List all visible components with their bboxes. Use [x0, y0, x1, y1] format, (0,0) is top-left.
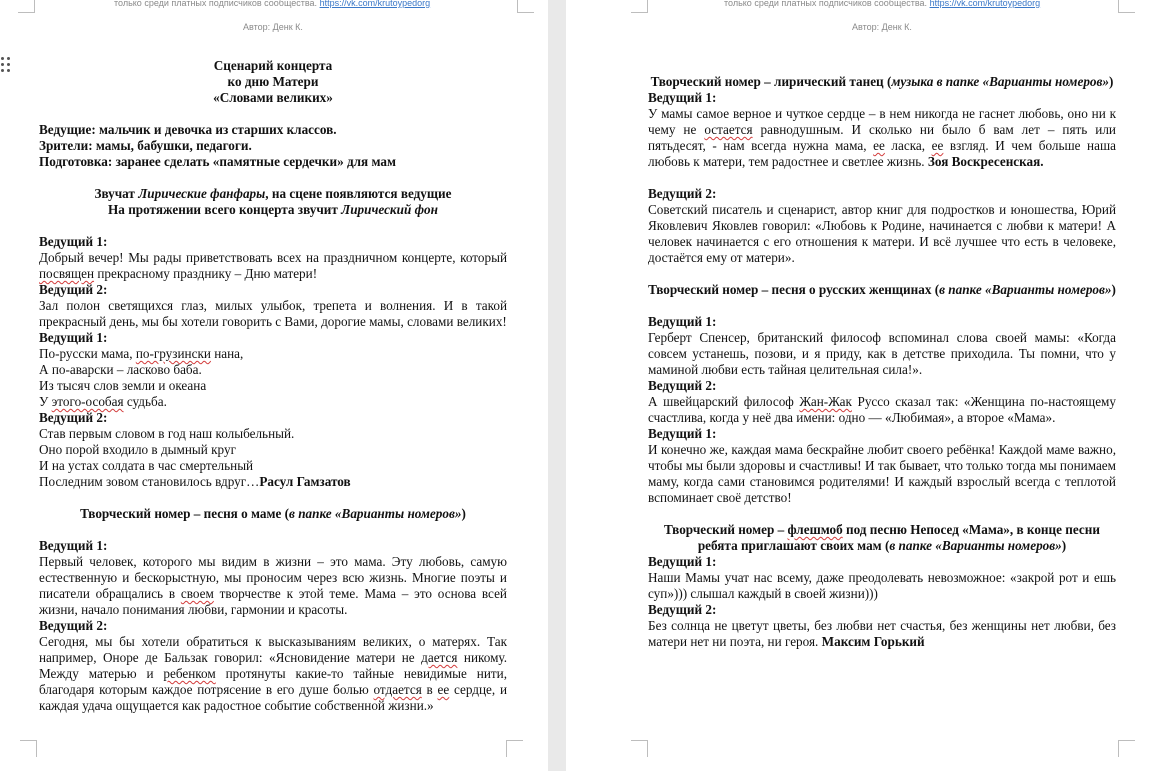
speech-paragraph: Зал полон светящихся глаз, милых улыбок, трепета и волнения. И в такой прекрасный день, мы бы хотели говорить с Вами, дорогие мамы, словами великих!	[39, 298, 507, 329]
drag-handle-icon[interactable]	[1, 57, 13, 77]
speaker-heading: Ведущий 1:	[39, 538, 108, 553]
verse-line: А по-аварски – ласково баба.	[39, 362, 202, 377]
speaker-heading: Ведущий 1:	[39, 330, 108, 345]
document-page-left	[0, 0, 548, 771]
speech-paragraph: А швейцарский философ Жан-Жак Руссо сказал так: «Женщина по-настоящему счастлива, когда у неё два имени: одно — «Любимая», а второе «Мама».	[648, 394, 1116, 425]
header-author: Автор: Денк К.	[243, 22, 303, 32]
header-link[interactable]: https://vk.com/krutoypedorg	[929, 0, 1041, 8]
speaker-heading: Ведущий 2:	[648, 186, 717, 201]
info-line: Ведущие: мальчик и девочка из старших классов.	[39, 122, 337, 137]
speech-paragraph: Наши Мамы учат нас всему, даже преодолевать невозможное: «закрой рот и ешь суп»))) слышал каждый в своей жизни)))	[648, 570, 1116, 601]
speech-paragraph: Советский писатель и сценарист, автор книг для подростков и юношества, Юрий Яковлевич Яковлев говорил: «Любовь к Родине, начинается с любви к матери! А человек начинается с его отношения к матери. И всё лучшее что есть в человеке, достаётся ему от матери».	[648, 202, 1116, 265]
stage-direction: Звучат Лирические фанфары, на сцене появляются ведущие	[94, 186, 452, 201]
header-notice-text: только среди платных подписчиков сообщества.	[724, 0, 928, 8]
speaker-heading: Ведущий 1:	[648, 554, 717, 569]
verse-line: Оно порой входило в дымный круг	[39, 442, 236, 457]
doc-title: «Словами великих»	[213, 90, 333, 105]
speaker-heading: Ведущий 2:	[39, 282, 108, 297]
speech-paragraph: Без солнца не цветут цветы, без любви нет счастья, без женщины нет любви, без матери нет ни поэта, ни героя. Максим Горький	[648, 618, 1116, 649]
margin-corner-mark	[517, 0, 534, 13]
header-author: Автор: Денк К.	[852, 22, 912, 32]
speaker-heading: Ведущий 1:	[648, 314, 717, 329]
speaker-heading: Ведущий 2:	[39, 618, 108, 633]
speech-paragraph: Первый человек, которого мы видим в жизни – это мама. Эту любовь, самую естественную и бескорыстную, мы проносим через всю жизнь. Многие поэты и писатели обращались в своем творчестве к этой теме. Мама – это основа всей жизни, начало понимания любви, гармонии и красоты.	[39, 554, 507, 617]
speech-paragraph: И конечно же, каждая мама бескрайне любит своего ребёнка! Каждой маме важно, чтобы мы были здоровы и счастливы! И так бывает, что только тогда мы понимаем маму, когда сами становимся родителями! И каждый взрослый всегда с теплотой вспоминает своё детство!	[648, 442, 1116, 505]
header-notice	[114, 0, 430, 8]
verse-line: Из тысяч слов земли и океана	[39, 378, 207, 393]
document-body-left	[39, 58, 507, 714]
margin-corner-mark	[631, 0, 648, 13]
margin-corner-mark	[506, 740, 523, 757]
doc-title: ко дню Матери	[227, 74, 319, 89]
speaker-heading: Ведущий 2:	[648, 378, 717, 393]
speaker-heading: Ведущий 1:	[648, 426, 717, 441]
document-body-right	[648, 74, 1116, 650]
margin-corner-mark	[1118, 0, 1135, 13]
header-notice	[724, 0, 1040, 8]
header-notice-text: только среди платных подписчиков сообщества.	[114, 0, 318, 8]
performance-number: Творческий номер – лирический танец (музыка в папке «Варианты номеров»)	[650, 74, 1114, 89]
verse-line: Последним зовом становилось вдруг…Расул Гамзатов	[39, 474, 351, 489]
speaker-heading: Ведущий 1:	[39, 234, 108, 249]
speaker-heading: Ведущий 1:	[648, 90, 717, 105]
speech-paragraph: У мамы самое верное и чуткое сердце – в нем никогда не гаснет любовь, оно ни к чему не остается равнодушным. И сколько ни было б вам лет – пять или пятьдесят, - нам всегда нужна мама, ее ласка, ее взгляд. И чем больше наша любовь к матери, тем радостнее и светлее жизнь. Зоя Воскресенская.	[648, 106, 1116, 169]
speech-paragraph: Герберт Спенсер, британский философ вспоминал слова своей мамы: «Когда совсем устанешь, позови, и я приду, как в детстве приходила. Ты помни, что у маминой любви есть тайная целительная сила!».	[648, 330, 1116, 377]
document-page-right	[566, 0, 1157, 771]
verse-line: У этого-особая судьба.	[39, 394, 167, 409]
speech-paragraph: Сегодня, мы бы хотели обратиться к высказываниям великих, о матерях. Так например, Оноре де Бальзак говорил: «Ясновидение матери не дается никому. Между матерью и ребенком протянуты какие-то тайные невидимые нити, благодаря которым каждое потрясение в его душе болью отдается в ее сердце, и каждая удача ощущается как радостное событие собственной жизни.»	[39, 634, 507, 713]
verse-line: И на устах солдата в час смертельный	[39, 458, 254, 473]
speech-paragraph: Добрый вечер! Мы рады приветствовать всех на праздничном концерте, который посвящен прекрасному празднику – Дню матери!	[39, 250, 507, 281]
stage-direction: На протяжении всего концерта звучит Лирический фон	[108, 202, 438, 217]
margin-corner-mark	[1118, 740, 1135, 757]
verse-line: Став первым словом в год наш колыбельный.	[39, 426, 295, 441]
info-line: Подготовка: заранее сделать «памятные сердечки» для мам	[39, 154, 396, 169]
doc-title: Сценарий концерта	[213, 58, 333, 73]
performance-number: Творческий номер – флешмоб под песню Непосед «Мама», в конце песни ребята приглашают своих мам (в папке «Варианты номеров»)	[664, 522, 1100, 553]
margin-corner-mark	[631, 740, 648, 757]
speaker-heading: Ведущий 2:	[39, 410, 108, 425]
speaker-heading: Ведущий 2:	[648, 602, 717, 617]
performance-number: Творческий номер – песня о маме (в папке «Варианты номеров»)	[80, 506, 466, 521]
info-line: Зрители: мамы, бабушки, педагоги.	[39, 138, 252, 153]
performance-number: Творческий номер – песня о русских женщинах (в папке «Варианты номеров»)	[648, 282, 1116, 297]
margin-corner-mark	[20, 740, 37, 757]
verse-line: По-русски мама, по-грузински нана,	[39, 346, 244, 361]
margin-corner-mark	[18, 0, 35, 13]
header-link[interactable]: https://vk.com/krutoypedorg	[319, 0, 431, 8]
